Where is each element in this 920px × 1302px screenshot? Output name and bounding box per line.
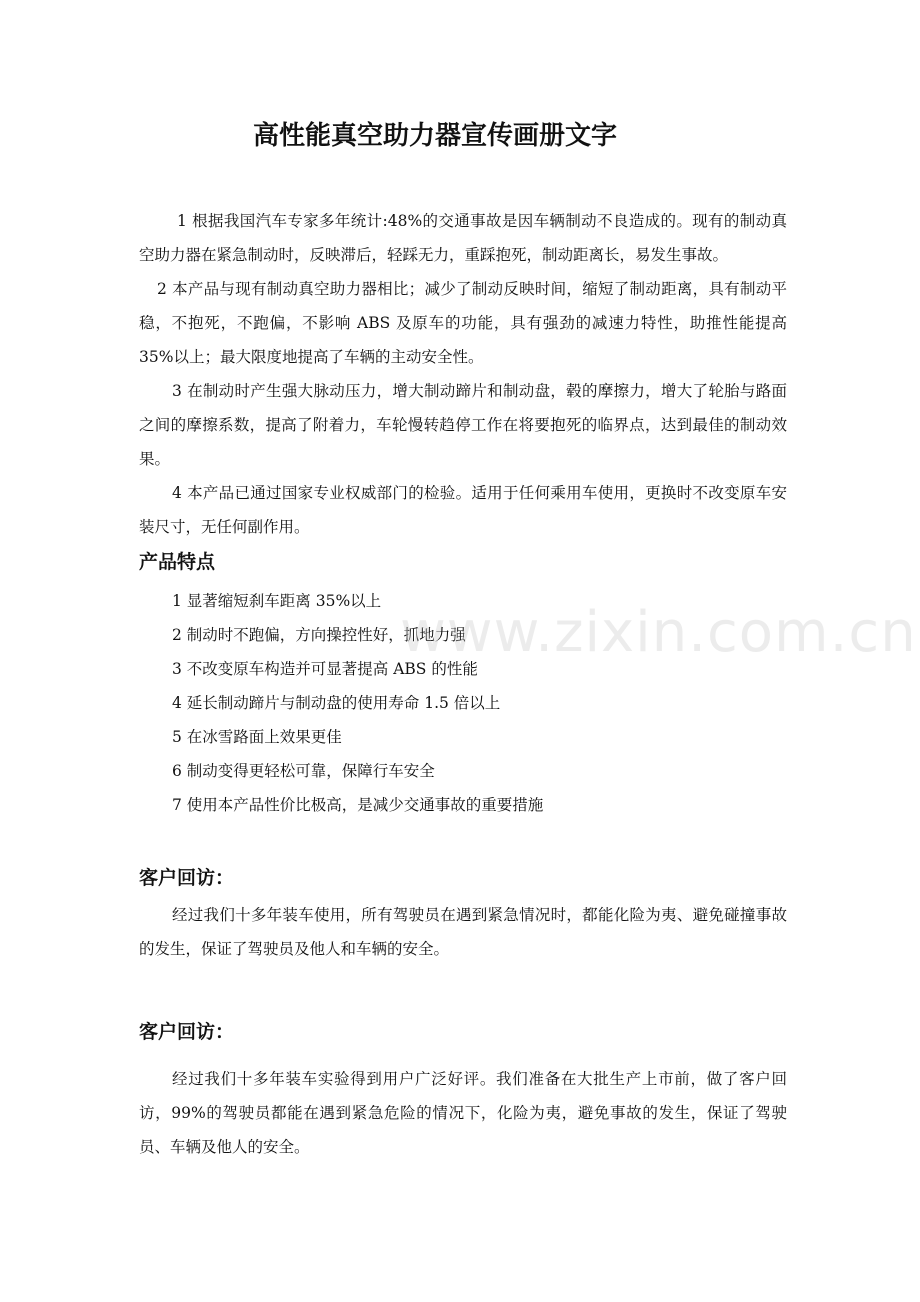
- document-title: 高性能真空助力器宣传画册文字: [252, 121, 617, 151]
- feature-item: 2 制动时不跑偏，方向操控性好，抓地力强: [172, 626, 466, 644]
- feedback-1-heading: 客户回访：: [139, 867, 235, 889]
- feedback-2-heading: 客户回访：: [139, 1021, 235, 1043]
- features-heading: 产品特点: [139, 551, 216, 573]
- watermark: www.zixin.com.cn: [400, 600, 917, 665]
- feature-item: 7 使用本产品性价比极高，是减少交通事故的重要措施: [172, 796, 544, 814]
- features-list: [172, 584, 543, 822]
- feedback-2-text: 经过我们十多年装车实验得到用户广泛好评。我们准备在大批生产上市前，做了客户回访，99%的驾驶员都能在遇到紧急危险的情况下，化险为夷，避免事故的发生，保证了驾驶员、车辆及他人的安全。: [139, 1070, 787, 1156]
- feature-item: 1 显著缩短刹车距离 35%以上: [172, 592, 382, 610]
- intro-paragraph-4: 4 本产品已通过国家专业权威部门的检验。适用于任何乘用车使用，更换时不改变原车安装尺寸，无任何副作用。: [139, 484, 787, 536]
- intro-paragraph-1: 1 根据我国汽车专家多年统计:48%的交通事故是因车辆制动不良造成的。现有的制动真空助力器在紧急制动时，反映滞后，轻踩无力，重踩抱死，制动距离长，易发生事故。: [139, 212, 787, 264]
- feature-item: 6 制动变得更轻松可靠，保障行车安全: [172, 762, 435, 780]
- feature-item: 4 延长制动蹄片与制动盘的使用寿命 1.5 倍以上: [172, 694, 501, 712]
- feature-item: 5 在冰雪路面上效果更佳: [172, 728, 342, 746]
- feedback-1-text: 经过我们十多年装车使用，所有驾驶员在遇到紧急情况时，都能化险为夷、避免碰撞事故的发生，保证了驾驶员及他人和车辆的安全。: [139, 906, 787, 958]
- intro-paragraph-3: 3 在制动时产生强大脉动压力，增大制动蹄片和制动盘，毂的摩擦力，增大了轮胎与路面之间的摩擦系数，提高了附着力，车轮慢转趋停工作在将要抱死的临界点，达到最佳的制动效果。: [139, 382, 787, 468]
- intro-paragraph-2: 2 本产品与现有制动真空助力器相比；减少了制动反映时间，缩短了制动距离，具有制动平稳，不抱死，不跑偏，不影响 ABS 及原车的功能，具有强劲的减速力特性，助推性能提高 35%以上；最大限度地提高了车辆的主动安全性。: [139, 280, 787, 366]
- feature-item: 3 不改变原车构造并可显著提高 ABS 的性能: [172, 660, 478, 678]
